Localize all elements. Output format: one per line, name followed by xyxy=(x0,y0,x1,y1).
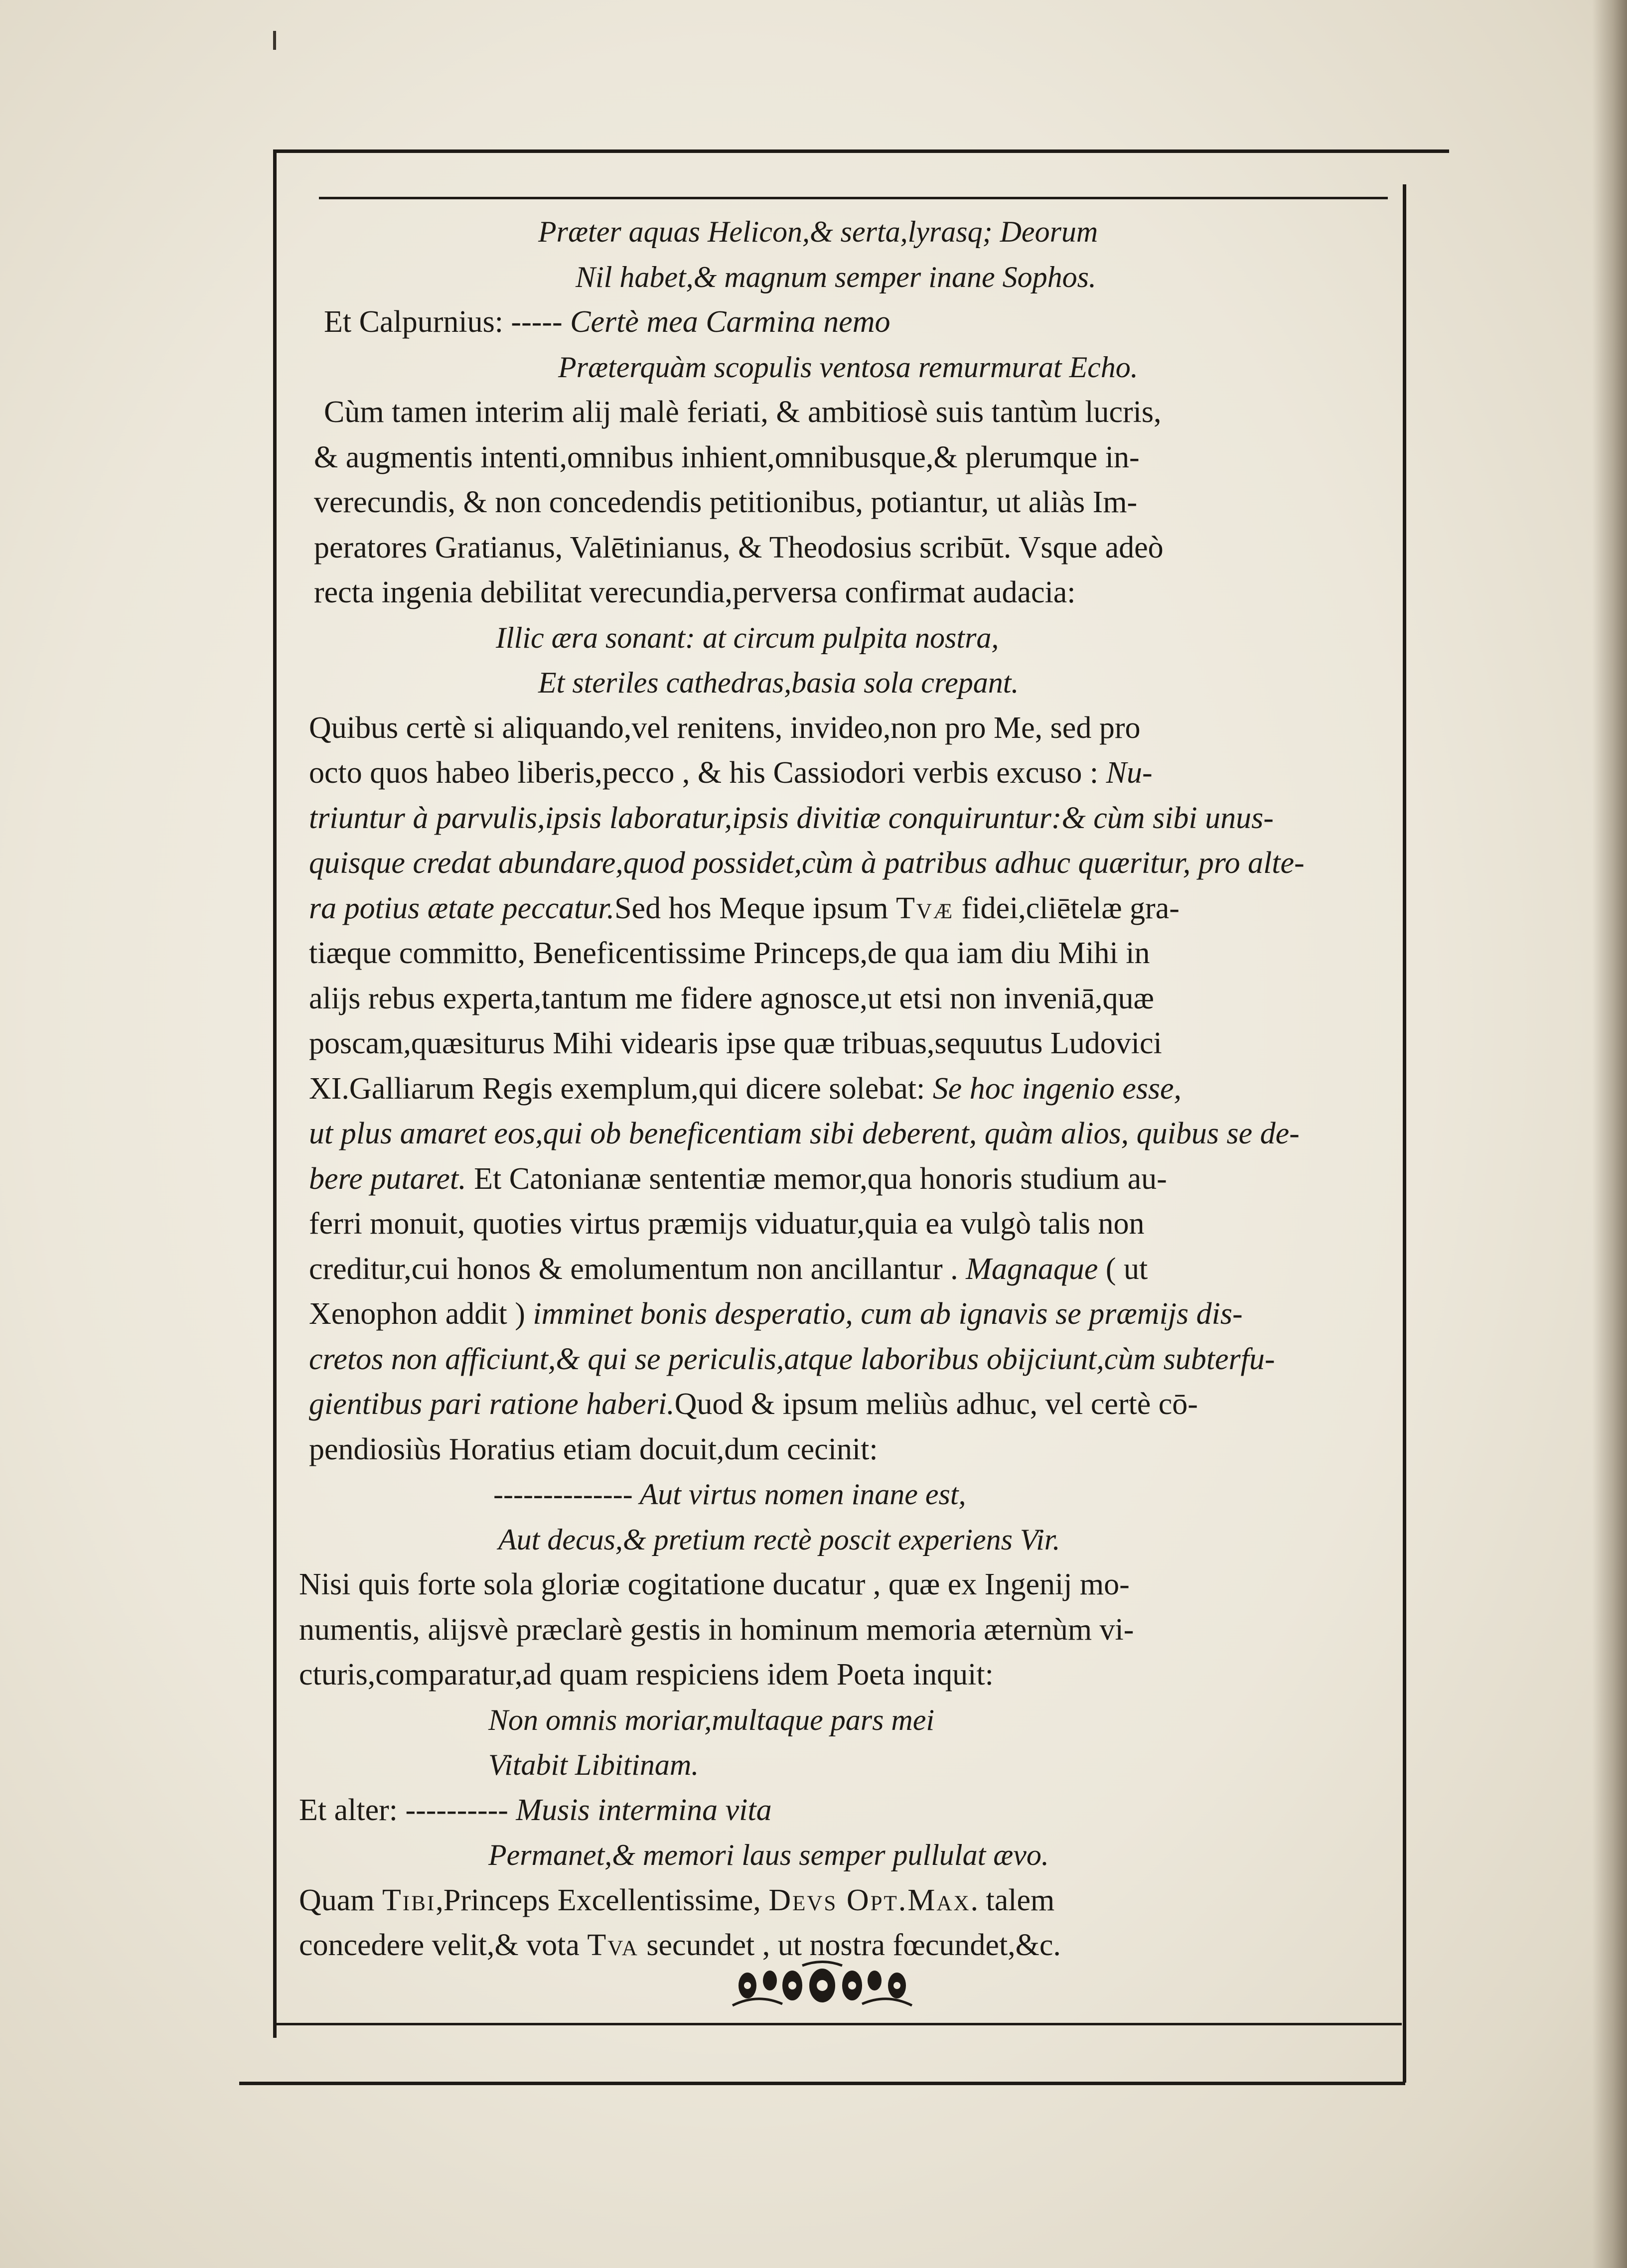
text-run: cretos non afficiunt,& qui se periculis,atque laboribus obijciunt,cùm subterfu- xyxy=(309,1342,1275,1376)
prose-line xyxy=(299,1291,1395,1336)
text-run: Nu- xyxy=(1106,756,1153,790)
prose-line xyxy=(299,976,1395,1021)
binding-edge-shadow xyxy=(1592,0,1627,2268)
text-run: triuntur à parvulis,ipsis laboratur,ipsis divitiæ conquiruntur:& cùm sibi unus- xyxy=(309,801,1274,835)
text-run: Devs Opt.Max xyxy=(768,1883,971,1917)
text-run: Nisi quis forte sola gloriæ cogitatione ducatur , quæ ex Ingenij mo- xyxy=(299,1567,1130,1601)
prose-line xyxy=(299,525,1400,570)
prose-line xyxy=(299,480,1400,525)
frame-rule-right xyxy=(1403,184,1406,2083)
text-run: Quam xyxy=(299,1883,383,1917)
prose-line xyxy=(299,1247,1395,1291)
fleuron-ornament-icon xyxy=(728,1958,917,2013)
text-block xyxy=(299,209,1385,1983)
verse-line: Permanet,& memori laus semper pullulat ævo. xyxy=(488,1839,1049,1871)
prose-line xyxy=(299,931,1395,976)
prose-line xyxy=(299,390,1410,434)
text-run: ( ut xyxy=(1098,1252,1148,1286)
verse-line: Et steriles cathedras,basia sola crepant. xyxy=(538,666,1019,699)
text-run: ,Princeps Excellentissime, xyxy=(436,1883,769,1917)
text-run: alijs rebus experta,tantum me fidere agnosce,ut etsi non inveniā,quæ xyxy=(309,981,1154,1015)
text-run: ra potius ætate peccatur. xyxy=(309,891,615,925)
verse-line: Præter aquas Helicon,& serta,lyrasq; Deorum xyxy=(538,215,1098,248)
text-run: Tvæ xyxy=(895,891,954,925)
prose-line xyxy=(299,299,1410,344)
prose-line xyxy=(299,1652,1385,1697)
text-run: peratores Gratianus, Valētinianus, & Theodosius scribūt. Vsque adeò xyxy=(314,530,1164,565)
text-run: Sed hos Meque ipsum xyxy=(614,891,896,925)
frame-rule-top xyxy=(273,149,1449,153)
text-run: . talem xyxy=(970,1883,1055,1917)
text-run: quisque credat abundare,quod possidet,cùm à patribus adhuc quæritur, pro alte- xyxy=(309,846,1305,880)
text-run: Tva xyxy=(587,1928,639,1962)
text-run: Quibus certè si aliquando,vel renitens, invideo,non pro Me, sed pro xyxy=(309,710,1141,745)
inner-rule-top xyxy=(319,197,1388,199)
text-run: poscam,quæsiturus Mihi videaris ipse quæ tribuas,sequutus Ludovici xyxy=(309,1026,1162,1060)
prose-line xyxy=(299,1427,1395,1472)
prose-line xyxy=(299,1337,1395,1382)
text-run: cturis,comparatur,ad quam respiciens idem Poeta inquit: xyxy=(299,1658,994,1692)
text-run: Cùm tamen interim alij malè feriati, & ambitiosè suis tantùm lucris, xyxy=(324,395,1162,429)
text-run: pendiosiùs Horatius etiam docuit,dum cecinit: xyxy=(309,1432,878,1466)
text-run: Et Calpurnius: ----- xyxy=(324,305,571,339)
prose-line xyxy=(299,1788,1385,1833)
text-run: creditur,cui honos & emolumentum non ancillantur . xyxy=(309,1252,966,1286)
prose-line xyxy=(299,706,1395,750)
text-run: Certè mea Carmina nemo xyxy=(570,305,890,339)
text-run: imminet bonis desperatio, cum ab ignavis se præmijs dis- xyxy=(533,1297,1243,1331)
text-run: ---------- Musis intermina vita xyxy=(405,1793,772,1827)
text-run: bere putaret. xyxy=(309,1161,474,1196)
prose-line xyxy=(299,1607,1385,1652)
text-run: fidei,cliētelæ gra- xyxy=(954,891,1180,925)
text-run: Tibi xyxy=(382,1883,436,1917)
text-run: & augmentis intenti,omnibus inhient,omnibusque,& plerumque in- xyxy=(314,440,1140,474)
prose-line xyxy=(299,886,1395,931)
text-run: Magnaque xyxy=(966,1252,1098,1286)
text-run: ferri monuit, quoties virtus præmijs viduatur,quia ea vulgò talis non xyxy=(309,1207,1145,1241)
verse-line: Vitabit Libitinam. xyxy=(488,1748,699,1781)
prose-line xyxy=(299,1066,1395,1111)
verse-line: Illic æra sonant: at circum pulpita nostra, xyxy=(496,621,999,654)
prose-line xyxy=(299,1111,1395,1156)
prose-line xyxy=(299,1878,1385,1923)
prose-line xyxy=(299,1562,1385,1607)
verse-line: Nil habet,& magnum semper inane Sophos. xyxy=(576,260,1096,293)
text-run: recta ingenia debilitat verecundia,perversa confirmat audacia: xyxy=(314,575,1076,609)
prose-line xyxy=(299,750,1395,795)
text-run: octo quos habeo liberis,pecco , & his Cassiodori verbis excuso : xyxy=(309,756,1106,790)
text-run: Se hoc ingenio esse, xyxy=(932,1071,1182,1106)
verse-line: Non omnis moriar,multaque pars mei xyxy=(488,1703,935,1736)
text-run: XI.Galliarum Regis exemplum,qui dicere solebat: xyxy=(309,1071,933,1106)
text-run: tiæque committo, Beneficentissime Princeps,de qua iam diu Mihi in xyxy=(309,936,1150,970)
prose-line xyxy=(299,1382,1395,1426)
prose-line xyxy=(299,1201,1395,1246)
text-run: Quod & ipsum meliùs adhuc, vel certè cō- xyxy=(674,1387,1198,1421)
verse-line: Aut decus,& pretium rectè poscit experiens Vir. xyxy=(498,1523,1060,1556)
prose-line xyxy=(299,1021,1395,1066)
text-run: numentis, alijsvè præclarè gestis in hominum memoria æternùm vi- xyxy=(299,1612,1134,1647)
prose-line xyxy=(299,435,1400,480)
verse-line: Præterquàm scopulis ventosa remurmurat Echo. xyxy=(558,350,1138,384)
verse-line: -------------- Aut virtus nomen inane est, xyxy=(493,1478,966,1511)
text-run: Et Catonianæ sententiæ memor,qua honoris studium au- xyxy=(474,1161,1167,1196)
text-run: verecundis, & non concedendis petitionibus, potiantur, ut aliàs Im- xyxy=(314,485,1138,519)
corner-mark xyxy=(273,31,276,50)
text-run: concedere velit,& vota xyxy=(299,1928,588,1962)
prose-line xyxy=(299,1156,1395,1201)
prose-line xyxy=(299,570,1400,615)
text-run: secundet , ut nostra fœcundet,&c. xyxy=(638,1928,1061,1962)
frame-rule-bottom xyxy=(239,2082,1405,2085)
prose-line xyxy=(299,841,1395,885)
prose-line xyxy=(299,796,1395,841)
text-run: Xenophon addit ) xyxy=(309,1297,533,1331)
inner-rule-bottom xyxy=(277,2023,1402,2025)
text-run: Et alter: xyxy=(299,1793,406,1827)
frame-rule-left xyxy=(273,149,277,2038)
text-run: gientibus pari ratione haberi. xyxy=(309,1387,675,1421)
text-run: ut plus amaret eos,qui ob beneficentiam sibi deberent, quàm alios, quibus se de- xyxy=(309,1117,1300,1150)
